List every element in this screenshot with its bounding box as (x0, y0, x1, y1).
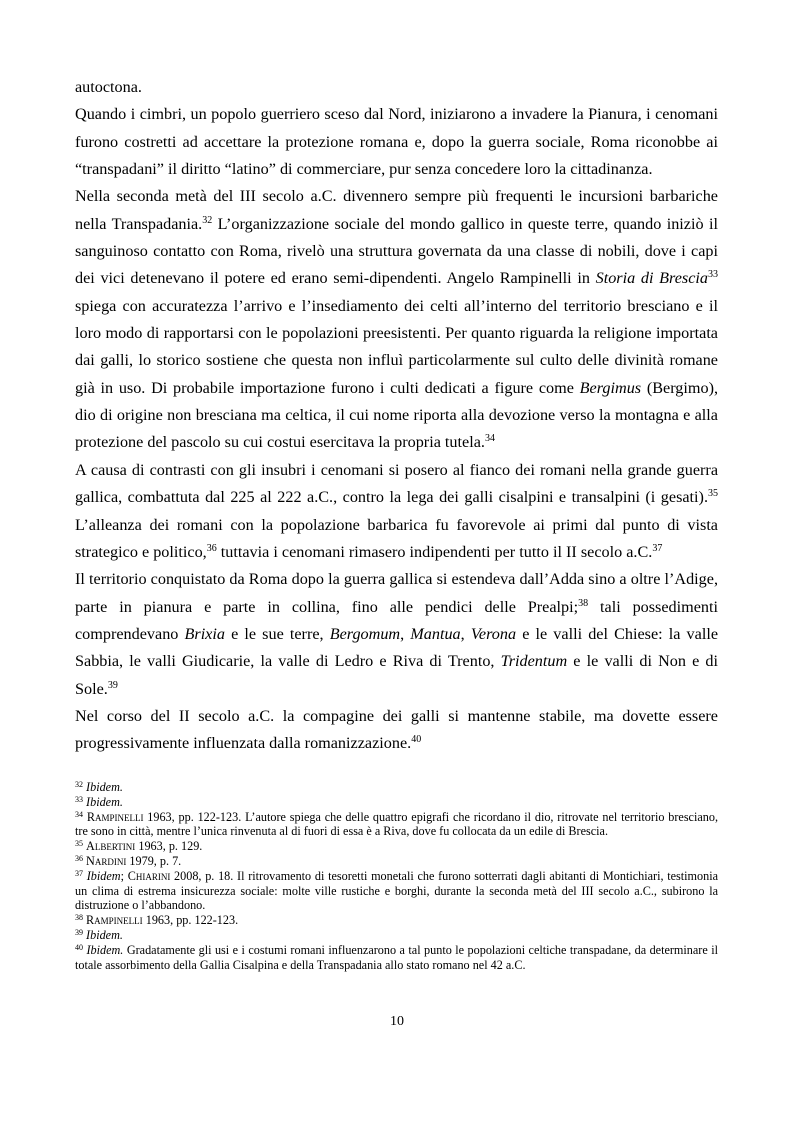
paragraph: Il territorio conquistato da Roma dopo la guerra gallica si estendeva dall’Adda sino a oltre l’Adige, parte in pianura e parte in collina, fino alle pendici delle Prealpi;$^{38}$ tali possedimenti comprendevano Brixia e le sue terre, Bergomum, Mantua, Verona e le valli del Chiese: la valle Sabbia, le valli Giudicarie, la valle di Ledro e Riva di Trento, Tridentum e le valli di Non e di Sole.$^{39}$ (75, 570, 719, 698)
footnote-ref[interactable]: 34 (484, 433, 495, 445)
footnote: $^{35}$ Albertini 1963, p. 129. (75, 839, 203, 854)
paragraph: Nel corso del II secolo a.C. la compagine dei galli si mantenne stabile, ma dovette essere progressivamente influenzata dalla romanizzazione.$^{40}$ (75, 706, 718, 753)
footnote: $^{32}$ Ibidem. (75, 780, 123, 794)
footnote-ref[interactable]: 32 (202, 214, 213, 226)
paragraph: autoctona. (75, 78, 142, 96)
paragraph: A causa di contrasti con gli insubri i cenomani si posero al fianco dei romani nella grande guerra gallica, combattuta dal 225 al 222 a.C., contro la lega dei galli cisalpini e transalpini (i gesati).$^{35}$ L’alleanza dei romani con la popolazione barbarica fu favorevole ai primi dal punto di vista strategico e politico,$^{36}$ tuttavia i cenomani rimasero indipendenti per tutto il II secolo a.C.$^{37}$ (75, 460, 718, 561)
footnote: $^{37}$ Ibidem; Chiarini 2008, p. 18. Il ritrovamento di tesoretti monetali che furono sotterrati dagli abitanti di Montichiari, testimonia un clima di estrema insicurezza sociale: molte ville rustiche e borghi, durante la seconda metà del III secolo a.C., subirono la distruzione o l’abbandono. (75, 868, 719, 913)
footnotes (75, 780, 718, 972)
paragraph: Nella seconda metà del III secolo a.C. divennero sempre più frequenti le incursioni barbariche nella Transpadania.$^{32}$ L’organizzazione sociale del mondo gallico in queste terre, quando iniziò il sanguinoso contatto con Roma, rivelò una struttura governata da una classe di nobili, dove i capi dei vici detenevano il potere ed erano semi-dipendenti. Angelo Rampinelli in Storia di Brescia$^{33}$ spiega con accuratezza l’arrivo e l’insediamento dei celti all’interno del territorio bresciano e il loro modo di rapportarsi con le popolazioni preesistenti. Per quanto riguarda la religione importata dai galli, lo storico sostiene che questa non influì particolarmente sul culto delle divinità romane già in uso. Di probabile importazione furono i culti dedicati a figure come Bergimus (Bergimo), dio di origine non bresciana ma celtica, il cui nome riporta alla devozione verso la montagna e alla protezione del pascolo su cui costui esercitava la propria tutela.$^{34}$ (75, 187, 719, 452)
footnote: $^{33}$ Ibidem. (75, 794, 123, 809)
footnote-ref[interactable]: 40 (411, 734, 422, 746)
footnote: $^{34}$ Rampinelli 1963, pp. 122-123. L’autore spiega che delle quattro epigrafi che ricordano il dio, ritrovate nel territorio bresciano, tre sono in città, mentre l’unica rinvenuta al di fuori di essa è a Riva, dove fu collocata da un edile di Brescia. (75, 809, 718, 839)
footnote: $^{38}$ Rampinelli 1963, pp. 122-123. (75, 913, 239, 928)
footnote-ref[interactable]: 38 (578, 597, 589, 609)
footnote-ref[interactable]: 39 (107, 679, 118, 691)
page-number: 10 (390, 1014, 404, 1029)
footnote-ref[interactable]: 35 (708, 488, 718, 500)
footnote: $^{39}$ Ibidem. (75, 927, 123, 942)
paragraph: Quando i cimbri, un popolo guerriero sceso dal Nord, iniziarono a invadere la Pianura, i cenomani furono costretti ad accettare la protezione romana e, dopo la guerra sociale, Roma riconobbe ai “transpadani” il diritto “latino” di commerciare, pur senza concedere loro la cittadinanza. (75, 105, 718, 179)
footnote-ref[interactable]: 36 (206, 542, 217, 554)
footnote-ref[interactable]: 33 (708, 269, 718, 281)
main-text (75, 74, 718, 758)
footnote-ref[interactable]: 37 (652, 542, 663, 554)
footnote: $^{36}$ Nardini 1979, p. 7. (75, 853, 182, 868)
footnote: $^{40}$ Ibidem. Gradatamente gli usi e i costumi romani influenzarono a tal punto le popolazioni celtiche transpadane, da determinare il totale assorbimento della Gallia Cisalpina e della Transpadania allo stato romano nel 42 a.C. (75, 942, 718, 972)
